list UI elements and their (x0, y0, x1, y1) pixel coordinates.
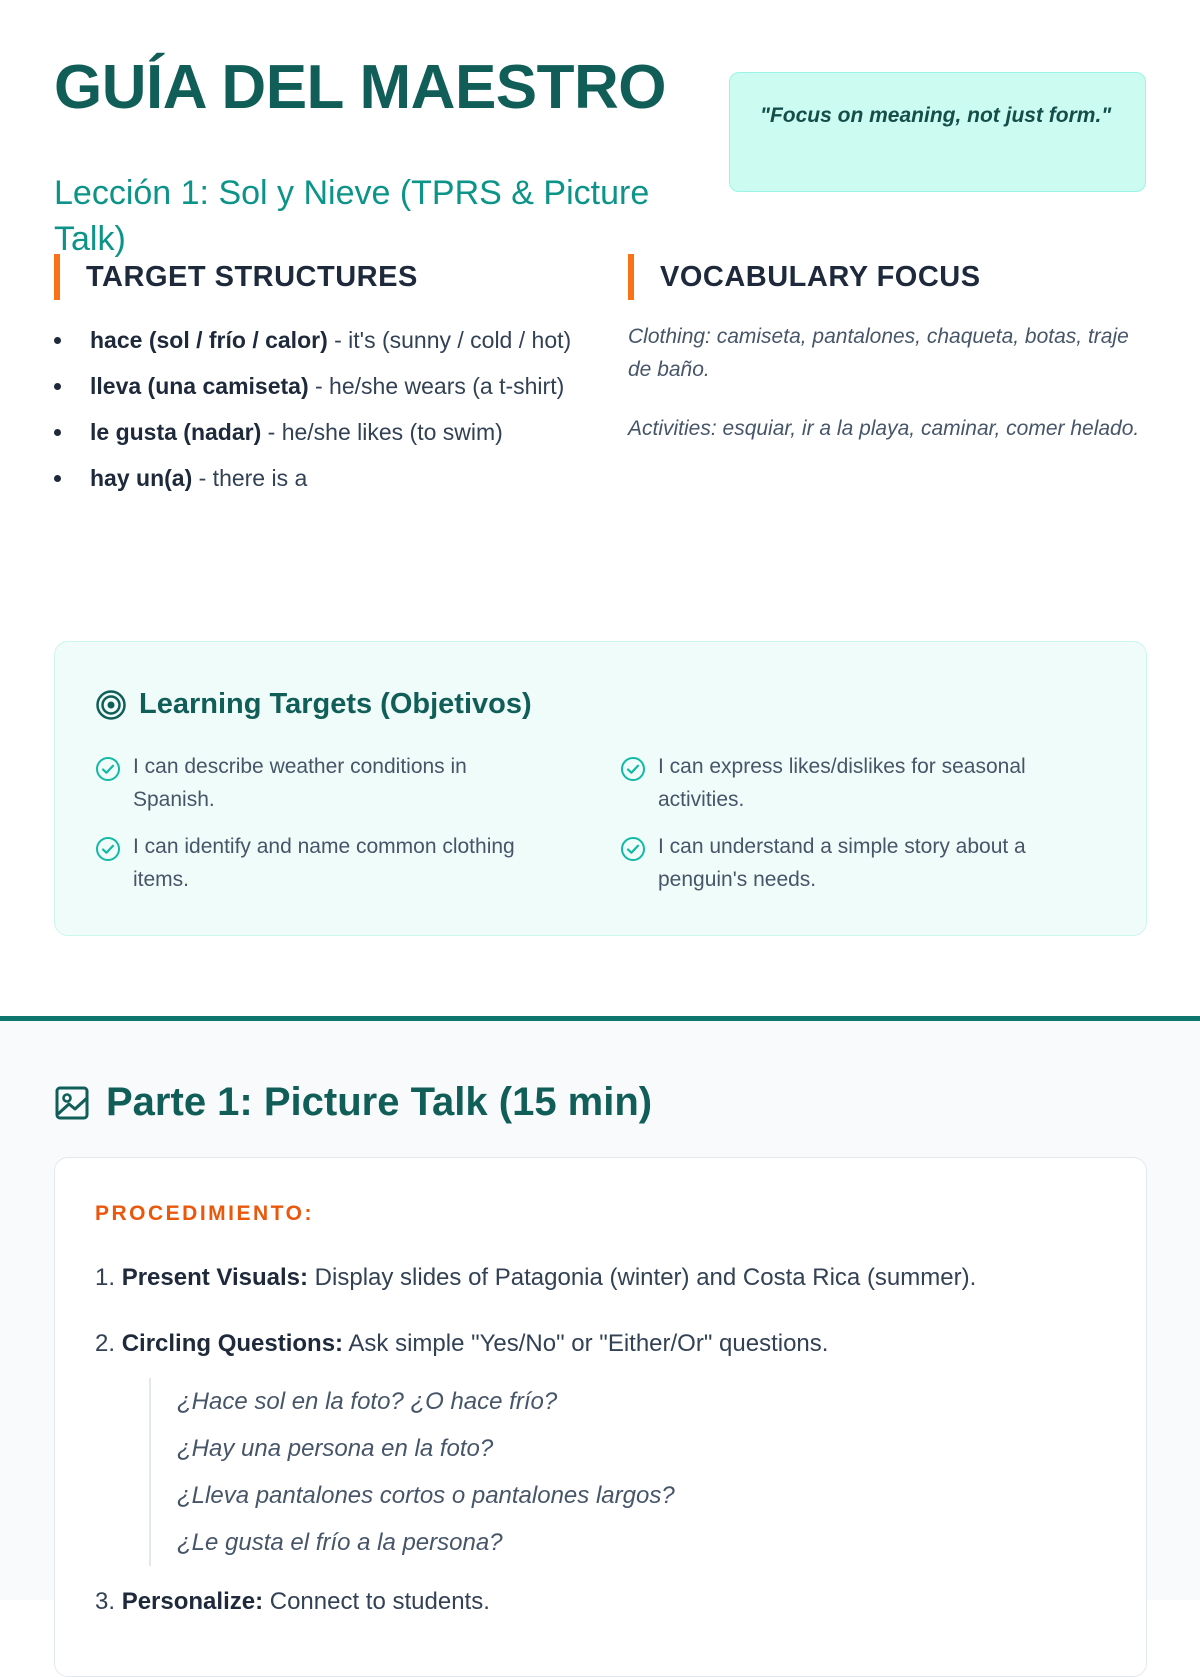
vocabulary-focus (628, 320, 1148, 471)
list-item: hay un(a) - there is a (54, 458, 574, 498)
learning-targets-header (95, 688, 532, 721)
check-circle-icon (620, 756, 646, 782)
page-title: GUÍA DEL MAESTRO (54, 53, 667, 122)
question-item: ¿Hay una persona en la foto? (177, 1435, 494, 1462)
vocab-clothing: Clothing: camiseta, pantalones, chaqueta, botas, traje de baño. (628, 325, 1129, 381)
part1-header (54, 1080, 652, 1125)
target-structures-heading: TARGET STRUCTURES (54, 254, 418, 300)
quote-box: "Focus on meaning, not just form." (729, 72, 1146, 192)
learning-targets-card (54, 641, 1147, 936)
list-item: le gusta (nadar) - he/she likes (to swim) (54, 412, 574, 452)
learning-target-item: I can describe weather conditions in Spanish. (95, 750, 535, 816)
check-circle-icon (95, 836, 121, 862)
question-item: ¿Hace sol en la foto? ¿O hace frío? (177, 1388, 558, 1415)
procedure-card (54, 1157, 1147, 1677)
procedure-step: 1. Present Visuals: Display slides of Patagonia (winter) and Costa Rica (summer). (95, 1264, 977, 1291)
learning-target-item: I can express likes/dislikes for seasonal activities. (620, 750, 1060, 816)
target-icon (95, 689, 127, 721)
procedure-step: 3. Personalize: Connect to students. (95, 1588, 490, 1615)
procedure-step: 2. Circling Questions: Ask simple "Yes/No" or "Either/Or" questions. (95, 1330, 829, 1357)
vocab-activities: Activities: esquiar, ir a la playa, caminar, comer helado. (628, 417, 1140, 440)
part1-title: Parte 1: Picture Talk (15 min) (106, 1080, 653, 1124)
target-structures-list (54, 320, 574, 504)
learning-targets-title: Learning Targets (Objetivos) (139, 688, 532, 720)
vocabulary-focus-heading: VOCABULARY FOCUS (628, 254, 981, 300)
list-item: hace (sol / frío / calor) - it's (sunny / cold / hot) (54, 320, 574, 360)
procedure-label: PROCEDIMIENTO: (95, 1202, 314, 1225)
lesson-subtitle: Lección 1: Sol y Nieve (TPRS & Picture Talk) (54, 174, 650, 258)
check-circle-icon (95, 756, 121, 782)
question-item: ¿Lleva pantalones cortos o pantalones largos? (177, 1482, 675, 1509)
list-item: lleva (una camiseta) - he/she wears (a t-shirt) (54, 366, 574, 406)
learning-target-item: I can identify and name common clothing items. (95, 830, 535, 896)
learning-target-item: I can understand a simple story about a penguin's needs. (620, 830, 1060, 896)
question-item: ¿Le gusta el frío a la persona? (177, 1529, 503, 1556)
image-icon (54, 1085, 90, 1121)
circling-questions (149, 1378, 675, 1566)
check-circle-icon (620, 836, 646, 862)
